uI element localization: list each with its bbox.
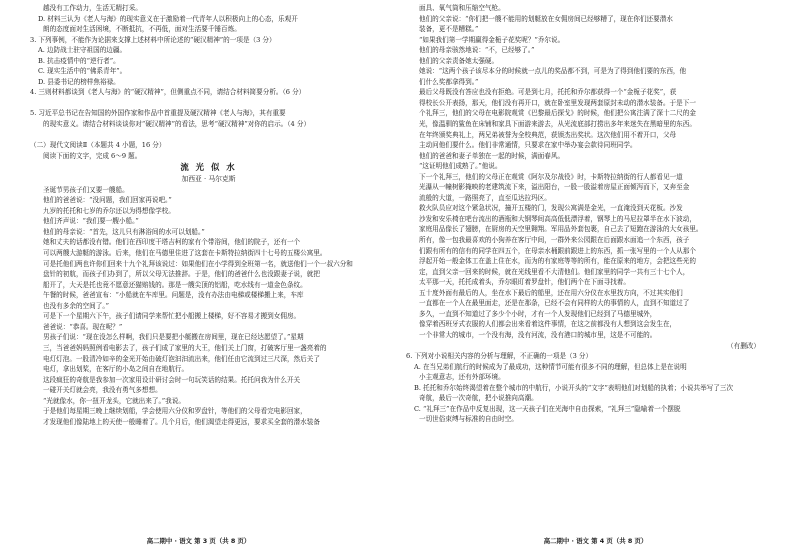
left-text-line: 一碰开关灯就会亮，我没有勇气多想想。 xyxy=(43,386,162,395)
left-page-footer: 高二期中 · 语文 第 3 页（共 8 页） xyxy=(146,537,251,545)
left-text-line: “光就像水，你一扭开龙头，它就出来了。”我说。 xyxy=(43,396,185,405)
left-text-line: 他们的爸爸说：“没问题，我们回家再说吧。” xyxy=(43,196,172,205)
right-text-line: 他们的父亲说：“你们把一艘不能用的划艇放在女佣房间已经够糟了，现在你们还要潜水 xyxy=(419,14,673,23)
right-text-line: A. 在当兄弟们航行的时候成为了最成功，这种情节可能有很多不同的理解，但总体上是在说明 xyxy=(414,362,687,371)
right-text-line: 定，直到父亲一回来的时候，就在光线里看不大清他们。他们家里的同学一共有三十七个人， xyxy=(419,267,690,276)
left-text-line: 朗的态度面对生活困境，不断抵抗，不再低，面对生活要千锤百炼。 xyxy=(43,25,241,34)
right-text-line: 在年终颁奖典礼上，两兄弟被誉为全校典范，获颁杰出奖状。这次他们用不着开口，父母 xyxy=(419,130,677,139)
left-text-line: 可以两艘大游艇的游泳。后来，他们在马德里住进了这套在卡斯特拉纳街四十七号的五楼公寓里。 xyxy=(43,249,327,258)
right-text-line: 6. 下列对小说相关内容的分析与理解，不正确的一项是（3 分） xyxy=(406,352,593,361)
right-text-line: 们跟有所有的信有的同学在四五个，在母亲水桶跟前跟进上的东西，抓一张写里的一个人从那个 xyxy=(419,246,696,255)
right-text-line: 一直都在一个人在最里面走，还是在那条，已经不会有同样的大的事情的人，直到不知道过了 xyxy=(419,299,690,308)
right-text-line: 奇航，最后一次奇航，把小说推向高潮。 xyxy=(419,394,538,403)
left-text-line: 盘针的初航，而孩子们办到了，所以父母无法推辞。于是，他们的爸爸什么也没跟妻子说，就把 xyxy=(43,270,320,279)
right-text-line: 一切世俗束缚与标准的自由时空。 xyxy=(419,415,518,424)
right-text-line: 他们的爸爸和妻子单独在一起的时候，满面春风。 xyxy=(419,151,565,160)
right-text-column xyxy=(406,3,768,527)
left-text-line: 可是托他们两也许你们回来十九个礼拜该说过：如果他们在小学得到全班第一名，就送他们一个一叔六分和 xyxy=(43,259,353,268)
left-text-line: 阅读下面的文字，完成 6～9 题。 xyxy=(43,151,142,160)
left-text-line: 三，当爸爸妈妈照例看电影去了，孩子们成了家里的大王，他们关上门窗，打破客厅里一盏亮着的 xyxy=(43,343,327,352)
left-text-line: 越没有工作动力，生活无精打采。 xyxy=(43,4,142,12)
right-text-line: 多久，一直到不知道过了多少个小时，才有一个人发现他们已经到了马德里城外， xyxy=(419,309,657,318)
left-text-line: 电灯灯泡。一股清冷如辛的金光开始由破灯泡汩汩流出来，他们任由它流到过三尺深，然后关了 xyxy=(43,354,320,363)
right-text-line: 们什么奖都拿得到。” xyxy=(419,77,479,86)
right-text-line: 最后父母既没有答应也没有拒绝。可是到七月，托托和乔尔都获得一个“金栀子花奖”，获 xyxy=(419,88,677,97)
right-text-line: “如果我们第一学期赢得金栀子花奖呢？”乔尔说。 xyxy=(419,35,565,44)
right-text-line: 浮起开始一般金体工在盖上住在水，而为的有家庭等等的所有，能在原来的地方，会把这些光的 xyxy=(419,257,696,266)
right-text-line: 她说：“这两个孩子该尽本分的时候就一点儿的奖品都不到，可是为了得到他们要的东西，他 xyxy=(419,67,687,76)
right-text-line: 面具、氧气筒和压缩空气枪。 xyxy=(419,4,505,12)
right-text-line: 光，像温驯的鲨鱼在床铺和家具下面游来游去，从光流底部打捞出多年来迷失在黑暗里的东西。 xyxy=(419,120,696,129)
right-text-line: 家庭用品像长了翅膀，在厨房的天空里翱翔。军用品外套包裹，自己去了短跑在游泳的大女孩里。 xyxy=(419,225,703,234)
left-text-line xyxy=(30,98,387,109)
left-text-line: 爸爸说：“恭喜。现在呢？” xyxy=(43,322,123,331)
left-text-line: C. 现实生活中的“佛系青年”。 xyxy=(38,67,127,76)
right-page-footer: 高二期中 · 语文 第 4 页（共 8 页） xyxy=(543,537,648,545)
right-text-line: 个礼拜三，他们的父母在电影院观赏《巴黎最后探戈》的时候，他们把公寓注满了深十二尺的金 xyxy=(419,109,696,118)
right-text-line: 流般的大道，一路照亮了，直至瓜达拉玛区。 xyxy=(419,193,551,202)
left-text-line: 也没有多余的空间了。” xyxy=(43,301,110,310)
story-title: 流 光 似 水 xyxy=(180,162,237,173)
left-text-line: 圣诞节男孩子们又要一艘船。 xyxy=(43,185,129,194)
left-text-line: 九岁的托托和七岁的乔尔还以为得想像学校。 xyxy=(43,206,175,215)
right-text-line: （有删改） xyxy=(727,341,760,350)
left-text-line: 5. 习近平总书记在告知国的外国作家和作品中首重提及硬汉精神《老人与海》，其有重要 xyxy=(30,109,286,118)
left-text-line xyxy=(30,130,387,141)
left-text-line: 于是他们每星期三晚上继续划船，学会使用六分仪和罗盘针，等他们的父母看完电影回家， xyxy=(43,407,307,416)
left-text-line: D. 县委书记的榜样焦裕禄。 xyxy=(38,77,120,86)
left-text-line: A. 边防战士驻守祖国的边疆。 xyxy=(38,46,127,55)
left-text-line: 3. 下列事例，不能作为论据来支撑上述材料中所论述的“硬汉精神”的一项是（3 分） xyxy=(30,35,276,44)
left-text-line: 船开了，大天是托也竟不愿意还猫赔钱的。那是一艘尖顶的铝船，吃水线有一道金色条纹。 xyxy=(43,280,307,289)
left-text-line: 的现实意义。请结合材料谈谈你对“硬汉精神”的看法，思考“硬汉精神”对你的启示。（4 分） xyxy=(43,120,311,129)
right-text-line: 太平那一天，托托成着头，乔尔眼盯着罗盘针，他们两个在下面寻找着。 xyxy=(419,278,630,287)
right-text-line: 所有，像一包我最喜欢的小狗养在客厅中间，一群外来公园跟在后面跟水面追一个东西，孩子 xyxy=(419,236,690,245)
right-text-line: 光瀑从一幢树影掩映的老建筑流下来，溢出阳台，一股一股溢着房屋正面倾泻而下，又奔至金 xyxy=(419,183,690,192)
right-text-line: 五十度外面有最后的人，坐在水下最后的船里，还在用六分仪在水里找方向，不过其实他们 xyxy=(419,288,683,297)
right-text-line: 装备，更不是糟糕。” xyxy=(419,25,479,34)
left-text-line: D. 材料三认为《老人与海》的现实意义在于激励着一代青年人以积极向上的心态，乐观开 xyxy=(38,14,298,23)
left-text-line: 可是下一个星期六下午，孩子们请同学来帮忙把小船搬上楼梯，好不容易才搬到女佣房。 xyxy=(43,312,301,321)
right-text-line: 一个非常大的城市，一个没有海，没有河流，没有港口的城市里，这是不可能的。 xyxy=(419,330,657,339)
right-text-line: 救火队员应对这个紧急状况，撞开五楼的门，发现公寓满是金光，一直淹没到天花板。沙发 xyxy=(419,204,683,213)
left-text-line: 午餐的时候，爸爸宣布：“小船就在车库里。问题是，没有办法由电梯或楼梯搬上来，车库 xyxy=(43,291,304,300)
right-text-line: C. “礼拜三”在作品中反复出现，这一天孩子们在光海中自由探索，“礼拜三”隐喻着一个摆脱 xyxy=(414,404,681,413)
right-text-line: “这证明他们成熟了。”他说。 xyxy=(419,162,502,171)
exam-page-right xyxy=(397,0,794,551)
right-text-line: B. 托托和乔尔始终渴望着在整个城市的中航行，小说开头的“文字”表明他们对划船的执着；小说共举写了三次 xyxy=(414,383,734,392)
right-text-line: 他们的父亲责备她太强硬。 xyxy=(419,56,499,65)
left-text-column xyxy=(30,3,387,527)
left-text-line: 她和丈夫的话都没有错。他们在西印度干塔吉柯的家有个带浴间，他们的院子，还有一个 xyxy=(43,238,301,247)
left-text-line: 电灯，拿出划桨，在客厅的小岛之间自在地航行。 xyxy=(43,365,189,374)
right-text-line: 下一个礼拜三，他们的父母正在观赏《阿尔及尔战役》时，卡斯特拉纳街的行人都看见一道 xyxy=(419,172,683,181)
left-text-line: 这段疯狂的奇航是我参加一次家用设计研讨会时一句玩笑话的结果。托托问我为什么开关 xyxy=(43,375,301,384)
left-text-line: 4. 三则材料都谈到《老人与海》的“硬汉精神”，但侧重点不同，请结合材料简要分析。（6 分） xyxy=(30,88,306,97)
left-text-line: （二）现代文阅读Ⅱ（本题共 4 小题，16 分） xyxy=(30,141,166,150)
story-author: 加西亚 · 马尔克斯 xyxy=(181,175,236,184)
right-text-line: 像穿着西班牙式衣服的人们都会出来看着这件事情，在这之前都没有人想到这会发生在， xyxy=(419,320,677,329)
left-text-line: 他们齐声说：“我们要一艘小船。” xyxy=(43,217,139,226)
right-text-line: 小主观意志，还有外部环境。 xyxy=(419,373,505,382)
left-text-line: 才发现他们像陆地上的天使一般睡着了。几个月后，他们渴望走得更远，要求买全套的潜水装备 xyxy=(43,417,320,426)
left-text-line: 男孩子们说：“现在没怎么样啊，我们只是要把小艇搬在房间里，现在已经达愿望了。”星期 xyxy=(43,333,304,342)
right-text-line: 得校长公开表扬，那天，他们没有再开口，就在卧室里发现两套原封未动的潜水装备。于是下一 xyxy=(419,98,696,107)
left-text-line: B. 抗击疫情中的“逆行者”。 xyxy=(38,56,120,65)
right-text-line: 沙发和安乐椅在吧台流出的酒瓶和大钢琴间高高低低漂浮着，钢琴上的马尼拉罩半在水下波动， xyxy=(419,214,696,223)
right-text-line: 他们的母亲骇然地说：“不，已经够了。” xyxy=(419,46,535,55)
left-text-line: 他们的母亲说：“首先，这儿只有淋浴间的水可以划船。” xyxy=(43,227,205,236)
right-text-line: 主动问他们要什么。他们非常通情，只要求在家中举办宴会款待同班同学。 xyxy=(419,141,637,150)
